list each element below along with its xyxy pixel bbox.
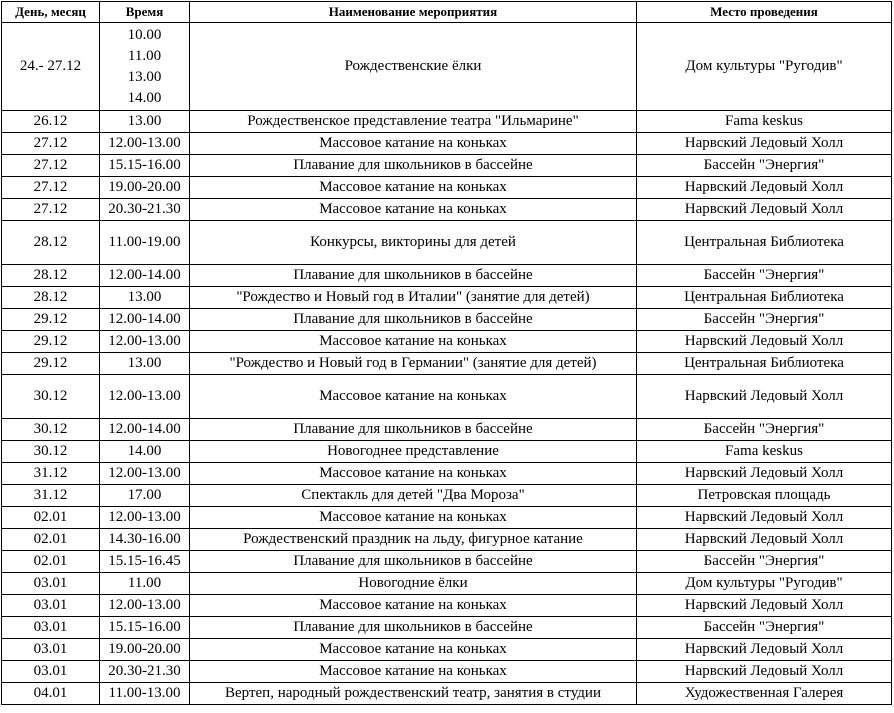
date-cell: 02.01 xyxy=(2,507,100,529)
table-row xyxy=(2,375,892,419)
date-cell: 02.01 xyxy=(2,529,100,551)
schedule-table xyxy=(1,1,892,705)
table-row xyxy=(2,551,892,573)
time-cell xyxy=(100,23,190,111)
place-cell: Центральная Библиотека xyxy=(637,287,892,309)
date-cell: 27.12 xyxy=(2,155,100,177)
event-cell: Плавание для школьников в бассейне xyxy=(190,617,637,639)
place-cell: Бассейн "Энергия" xyxy=(637,617,892,639)
table-row xyxy=(2,573,892,595)
place-cell: Fama keskus xyxy=(637,111,892,133)
time-column-header: Время xyxy=(100,2,190,23)
time-entry: 13.00 xyxy=(127,68,162,85)
place-cell: Нарвский Ледовый Холл xyxy=(637,595,892,617)
date-cell: 04.01 xyxy=(2,683,100,705)
place-cell: Бассейн "Энергия" xyxy=(637,309,892,331)
event-cell: Массовое катание на коньках xyxy=(190,595,637,617)
time-cell: 12.00-13.00 xyxy=(100,331,190,353)
time-cell: 12.00-13.00 xyxy=(100,133,190,155)
time-cell: 12.00-14.00 xyxy=(100,265,190,287)
place-cell: Нарвский Ледовый Холл xyxy=(637,177,892,199)
event-cell: Рождественское представление театра "Ильмарине" xyxy=(190,111,637,133)
event-cell: Массовое катание на коньках xyxy=(190,331,637,353)
date-cell: 28.12 xyxy=(2,265,100,287)
time-cell: 15.15-16.00 xyxy=(100,617,190,639)
event-cell: Массовое катание на коньках xyxy=(190,463,637,485)
event-cell: Плавание для школьников в бассейне xyxy=(190,419,637,441)
date-cell: 03.01 xyxy=(2,661,100,683)
header-row xyxy=(2,2,892,23)
date-cell: 29.12 xyxy=(2,309,100,331)
time-cell: 19.00-20.00 xyxy=(100,639,190,661)
date-cell: 03.01 xyxy=(2,617,100,639)
date-cell: 26.12 xyxy=(2,111,100,133)
time-entry: 11.00 xyxy=(127,47,162,64)
table-row xyxy=(2,287,892,309)
place-cell: Fama keskus xyxy=(637,441,892,463)
table-row xyxy=(2,529,892,551)
event-cell: Массовое катание на коньках xyxy=(190,199,637,221)
time-cell: 12.00-13.00 xyxy=(100,375,190,419)
place-cell: Нарвский Ледовый Холл xyxy=(637,375,892,419)
event-cell: Конкурсы, викторины для детей xyxy=(190,221,637,265)
table-row xyxy=(2,155,892,177)
place-cell: Бассейн "Энергия" xyxy=(637,551,892,573)
table-row xyxy=(2,463,892,485)
place-cell: Нарвский Ледовый Холл xyxy=(637,133,892,155)
date-cell: 30.12 xyxy=(2,375,100,419)
time-entry: 10.00 xyxy=(127,26,162,43)
event-cell: Рождественский праздник на льду, фигурное катание xyxy=(190,529,637,551)
place-cell: Нарвский Ледовый Холл xyxy=(637,331,892,353)
table-row xyxy=(2,177,892,199)
place-cell: Дом культуры "Ругодив" xyxy=(637,573,892,595)
table-row xyxy=(2,639,892,661)
place-cell: Бассейн "Энергия" xyxy=(637,265,892,287)
place-cell: Нарвский Ледовый Холл xyxy=(637,639,892,661)
date-cell: 27.12 xyxy=(2,199,100,221)
time-cell: 13.00 xyxy=(100,111,190,133)
table-row xyxy=(2,441,892,463)
table-row xyxy=(2,617,892,639)
time-cell: 14.00 xyxy=(100,441,190,463)
time-entry: 14.00 xyxy=(127,89,162,106)
place-cell: Нарвский Ледовый Холл xyxy=(637,529,892,551)
time-cell: 20.30-21.30 xyxy=(100,661,190,683)
date-cell: 29.12 xyxy=(2,353,100,375)
time-cell: 15.15-16.45 xyxy=(100,551,190,573)
time-cell: 13.00 xyxy=(100,287,190,309)
event-cell: Рождественские ёлки xyxy=(190,23,637,111)
table-row xyxy=(2,507,892,529)
table-row xyxy=(2,419,892,441)
event-cell: "Рождество и Новый год в Италии" (занятие для детей) xyxy=(190,287,637,309)
date-cell: 31.12 xyxy=(2,485,100,507)
place-cell: Центральная Библиотека xyxy=(637,353,892,375)
event-cell: Спектакль для детей "Два Мороза" xyxy=(190,485,637,507)
time-cell: 17.00 xyxy=(100,485,190,507)
date-cell: 24.- 27.12 xyxy=(2,23,100,111)
place-cell: Нарвский Ледовый Холл xyxy=(637,661,892,683)
table-row xyxy=(2,309,892,331)
time-cell: 12.00-13.00 xyxy=(100,463,190,485)
table-row xyxy=(2,683,892,705)
table-row xyxy=(2,595,892,617)
table-body xyxy=(2,23,892,705)
place-cell: Художественная Галерея xyxy=(637,683,892,705)
time-cell: 12.00-13.00 xyxy=(100,595,190,617)
time-cell: 20.30-21.30 xyxy=(100,199,190,221)
place-cell: Нарвский Ледовый Холл xyxy=(637,463,892,485)
table-row xyxy=(2,133,892,155)
event-cell: Массовое катание на коньках xyxy=(190,177,637,199)
date-cell: 31.12 xyxy=(2,463,100,485)
event-column-header: Наименование мероприятия xyxy=(190,2,637,23)
date-cell: 27.12 xyxy=(2,133,100,155)
place-cell: Бассейн "Энергия" xyxy=(637,419,892,441)
date-cell: 03.01 xyxy=(2,639,100,661)
event-cell: Плавание для школьников в бассейне xyxy=(190,155,637,177)
date-cell: 29.12 xyxy=(2,331,100,353)
date-column-header: День, месяц xyxy=(2,2,100,23)
table-header xyxy=(2,2,892,23)
table-row xyxy=(2,111,892,133)
time-cell: 11.00 xyxy=(100,573,190,595)
event-cell: Вертеп, народный рождественский театр, занятия в студии xyxy=(190,683,637,705)
time-cell: 11.00-13.00 xyxy=(100,683,190,705)
date-cell: 03.01 xyxy=(2,573,100,595)
table-row xyxy=(2,265,892,287)
time-cell: 19.00-20.00 xyxy=(100,177,190,199)
date-cell: 27.12 xyxy=(2,177,100,199)
event-cell: Массовое катание на коньках xyxy=(190,133,637,155)
place-cell: Центральная Библиотека xyxy=(637,221,892,265)
time-cell: 12.00-14.00 xyxy=(100,309,190,331)
event-cell: Плавание для школьников в бассейне xyxy=(190,551,637,573)
event-cell: Новогодние ёлки xyxy=(190,573,637,595)
event-cell: Массовое катание на коньках xyxy=(190,661,637,683)
place-cell: Петровская площадь xyxy=(637,485,892,507)
event-cell: Массовое катание на коньках xyxy=(190,375,637,419)
table-row xyxy=(2,661,892,683)
time-cell: 13.00 xyxy=(100,353,190,375)
place-cell: Бассейн "Энергия" xyxy=(637,155,892,177)
event-cell: Плавание для школьников в бассейне xyxy=(190,309,637,331)
event-cell: Массовое катание на коньках xyxy=(190,507,637,529)
event-cell: "Рождество и Новый год в Германии" (занятие для детей) xyxy=(190,353,637,375)
event-cell: Новогоднее представление xyxy=(190,441,637,463)
time-cell: 15.15-16.00 xyxy=(100,155,190,177)
place-column-header: Место проведения xyxy=(637,2,892,23)
table-row xyxy=(2,331,892,353)
time-cell: 12.00-13.00 xyxy=(100,507,190,529)
date-cell: 28.12 xyxy=(2,221,100,265)
date-cell: 28.12 xyxy=(2,287,100,309)
event-cell: Массовое катание на коньках xyxy=(190,639,637,661)
table-row xyxy=(2,353,892,375)
time-cell: 12.00-14.00 xyxy=(100,419,190,441)
table-row xyxy=(2,199,892,221)
date-cell: 30.12 xyxy=(2,441,100,463)
place-cell: Нарвский Ледовый Холл xyxy=(637,199,892,221)
event-cell: Плавание для школьников в бассейне xyxy=(190,265,637,287)
time-cell: 14.30-16.00 xyxy=(100,529,190,551)
place-cell: Нарвский Ледовый Холл xyxy=(637,507,892,529)
time-cell: 11.00-19.00 xyxy=(100,221,190,265)
date-cell: 03.01 xyxy=(2,595,100,617)
place-cell: Дом культуры "Ругодив" xyxy=(637,23,892,111)
date-cell: 02.01 xyxy=(2,551,100,573)
table-row xyxy=(2,485,892,507)
table-row xyxy=(2,221,892,265)
date-cell: 30.12 xyxy=(2,419,100,441)
table-row xyxy=(2,23,892,111)
